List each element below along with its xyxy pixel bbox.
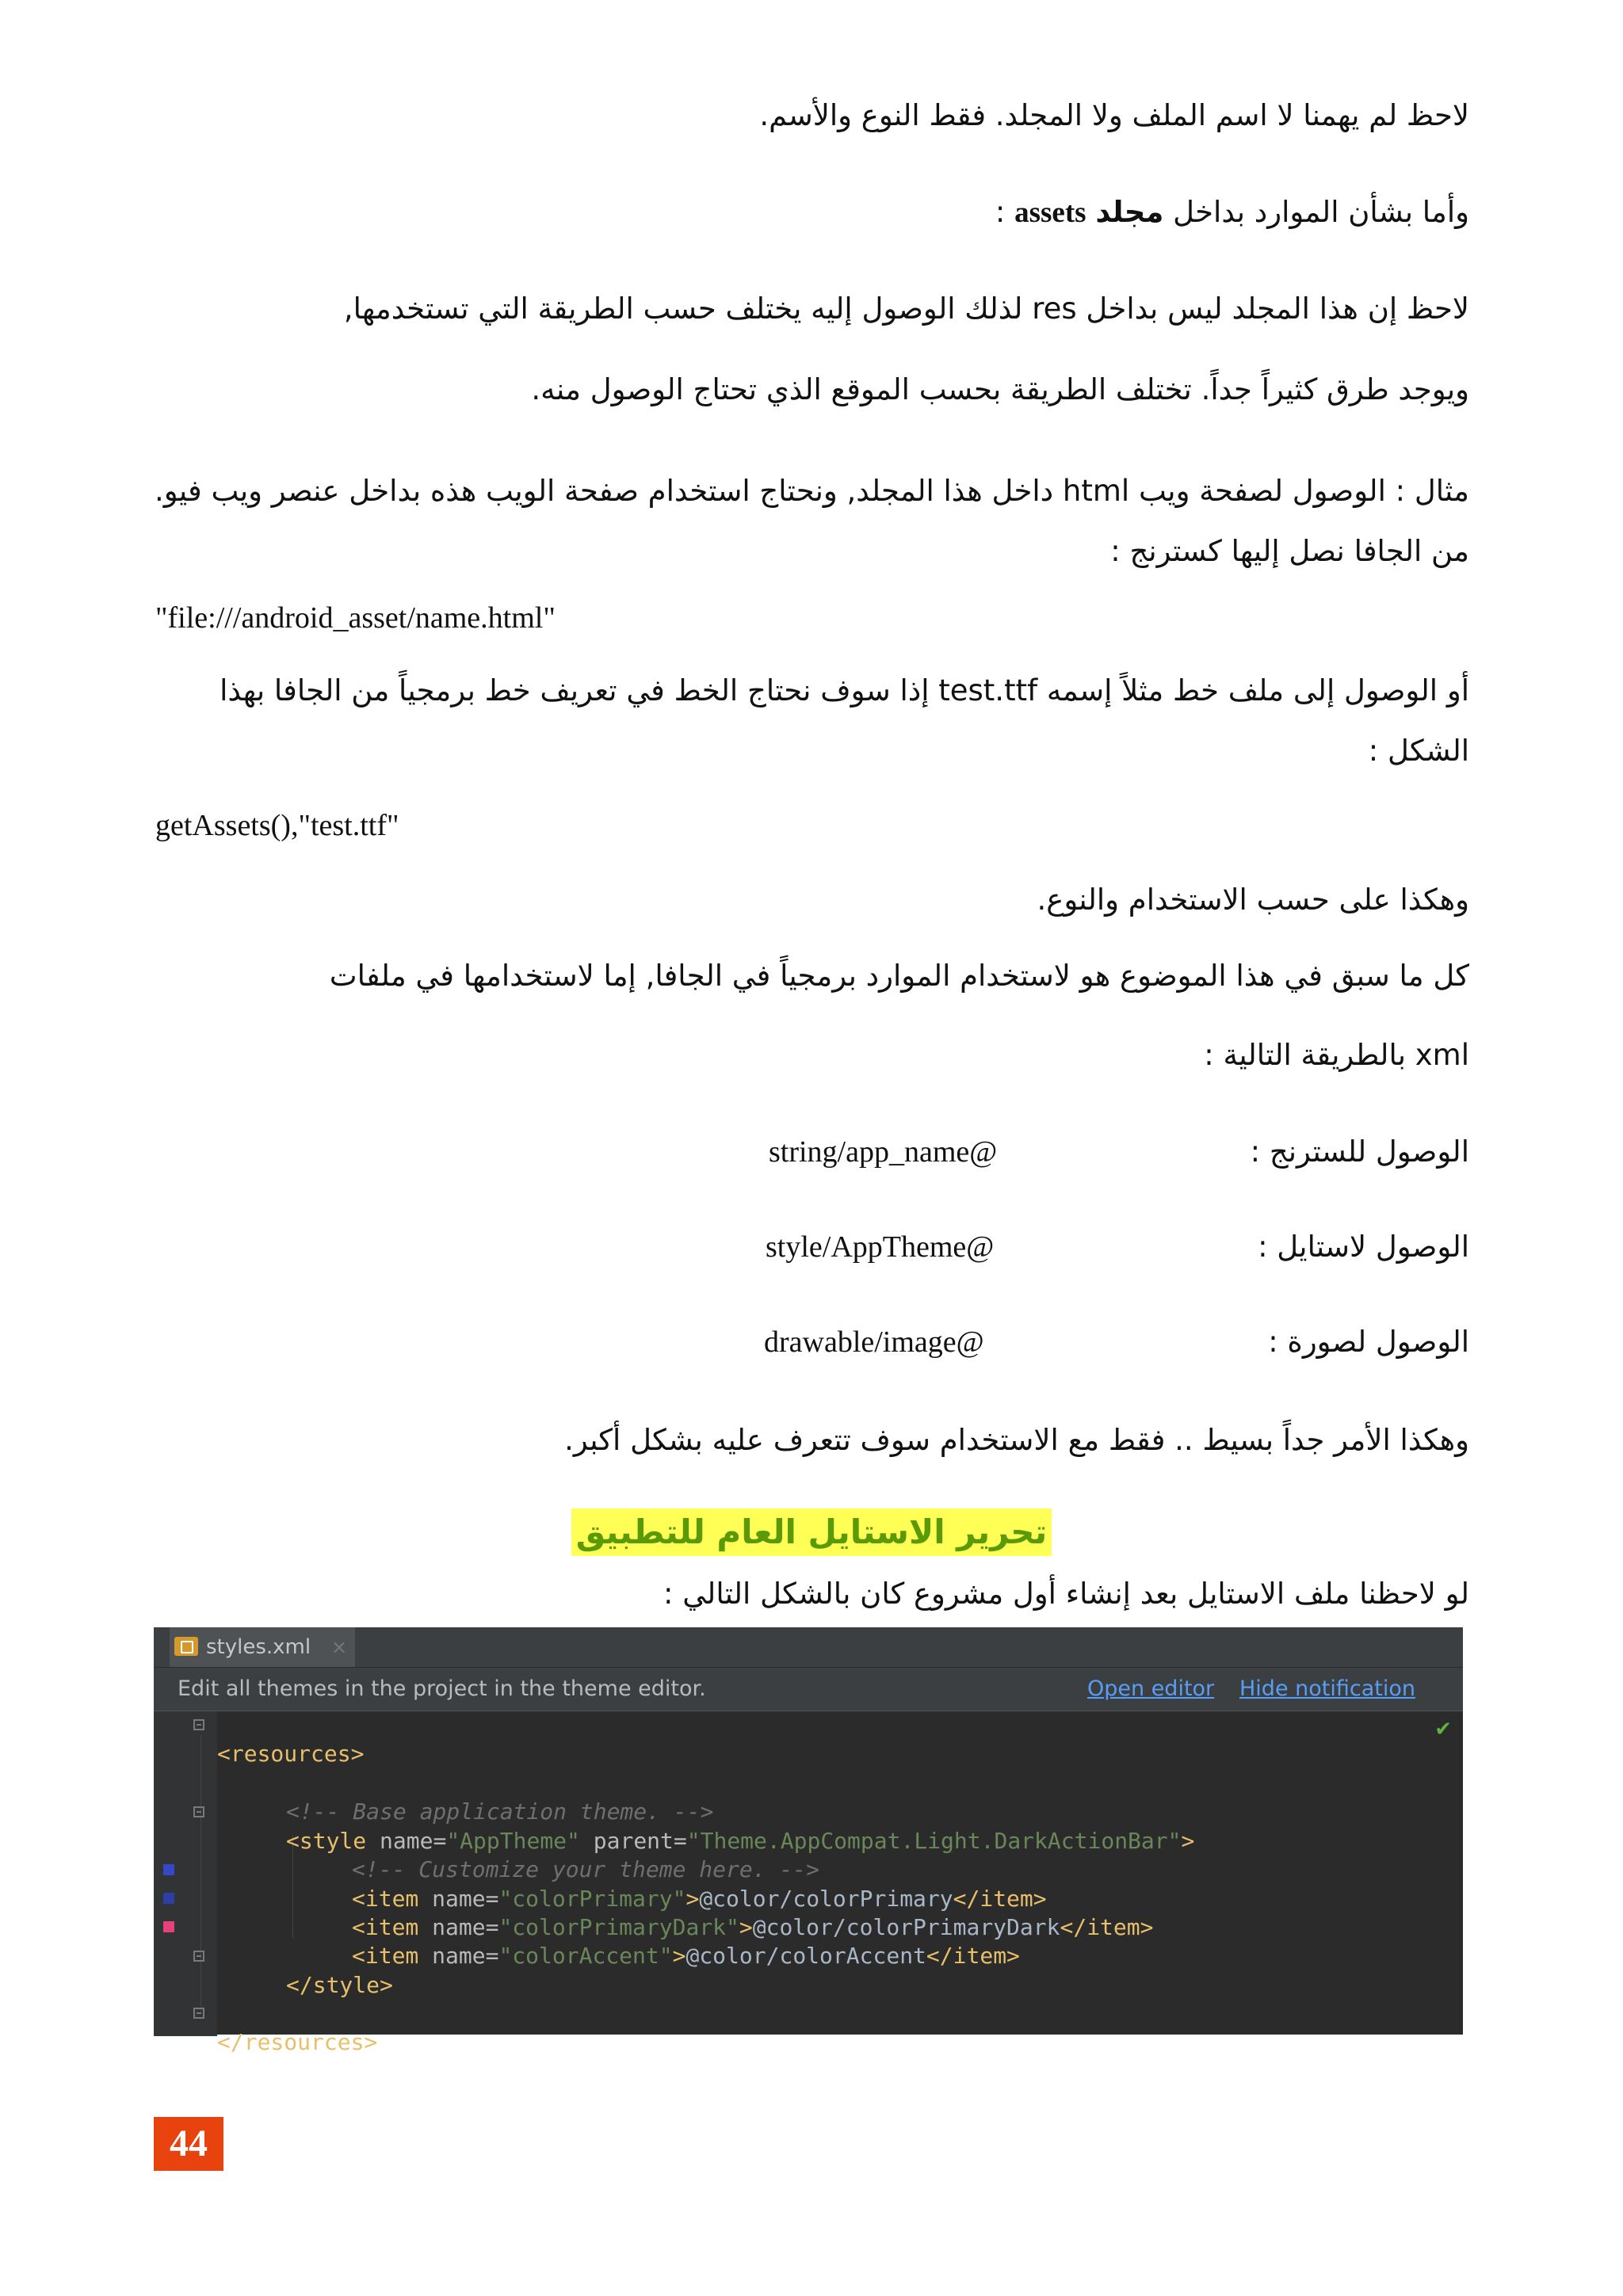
reference-label: الوصول للسترنج : [1250,1135,1469,1169]
paragraph-2-colon: : [995,195,1006,229]
reference-row [154,1225,1469,1269]
paragraph-11: لو لاحظنا ملف الاستايل بعد إنشاء أول مشروع كان بالشكل التالي : [663,1577,1469,1611]
paragraph-2-assets: assets [1014,196,1086,229]
tab-label: styles.xml [206,1635,311,1659]
paragraph-3: لاحظ إن هذا المجلد ليس بداخل res لذلك الوصول إليه يختلف حسب الطريقة التي تستخدمها, [343,292,1469,326]
code-line: </resources> [217,2029,378,2055]
reference-row [154,1130,1469,1174]
paragraph-6: أو الوصول إلى ملف خط مثلاً إسمه test.ttf إذا سوف نحتاج الخط في تعريف خط برمجياً من الجافا بهذا الشكل : [220,673,1469,768]
code-line: <item name="colorAccent">@color/colorAccent</item> [352,1943,1020,1969]
paragraph-7: وهكذا على حسب الاستخدام والنوع. [1037,883,1469,917]
section-heading-wrap [0,1508,1623,1556]
code-get-assets: getAssets(),"test.ttf" [155,809,399,842]
reference-label: الوصول لصورة : [1268,1325,1469,1359]
code-line: <resources> [217,1741,365,1767]
close-icon[interactable]: × [331,1636,348,1658]
paragraph-10: وهكذا الأمر جداً بسيط .. فقط مع الاستخدام سوف تتعرف عليه بشكل أكبر. [564,1423,1469,1457]
section-heading: تحرير الاستايل العام للتطبيق [571,1508,1052,1556]
paragraph-2-text: وأما بشأن الموارد بداخل [1173,195,1469,229]
theme-notification [154,1668,1463,1711]
check-icon: ✔ [1434,1718,1452,1741]
notification-message: Edit all themes in the project in the theme editor. [178,1676,706,1701]
reference-row [154,1320,1469,1364]
paragraph-1: لاحظ لم يهمنا لا اسم الملف ولا المجلد. فقط النوع والأسم. [759,98,1469,132]
code-line: <item name="colorPrimaryDark">@color/colorPrimaryDark</item> [352,1914,1154,1940]
hide-notification-link[interactable]: Hide notification [1239,1676,1415,1701]
paragraph-2-bold: مجلد [1095,195,1164,229]
code-line: </style> [286,1972,393,1998]
code-editor[interactable] [154,1711,1463,2055]
reference-value: style/AppTheme@ [766,1230,995,1264]
paragraph-5: مثال : الوصول لصفحة ويب html داخل هذا المجلد, ونحتاج استخدام صفحة الويب هذه بداخل عنصر ويب فيو. من الجافا نصل إليها كسترنج : [155,474,1469,568]
open-editor-link[interactable]: Open editor [1087,1676,1215,1701]
code-line: <style name="AppTheme" parent="Theme.AppCompat.Light.DarkActionBar"> [286,1828,1195,1854]
code-line: <!-- Base application theme. --> [286,1798,714,1825]
paragraph-9: xml بالطريقة التالية : [1204,1038,1469,1072]
code-asset-path: "file:///android_asset/name.html" [155,601,556,635]
reference-value: drawable/image@ [764,1325,984,1359]
editor-tab-styles[interactable] [170,1627,355,1667]
code-line: <!-- Customize your theme here. --> [352,1856,820,1882]
xml-file-icon [174,1637,198,1656]
editor-tab-bar [154,1627,1463,1668]
code-line: <item name="colorPrimary">@color/colorPrimary</item> [352,1886,1047,1912]
page-number: 44 [154,2117,223,2171]
reference-label: الوصول لاستايل : [1258,1230,1469,1264]
ide-screenshot [154,1627,1463,2055]
paragraph-2 [154,190,1469,235]
paragraph-4: ويوجد طرق كثيراً جداً. تختلف الطريقة بحسب الموقع الذي تحتاج الوصول منه. [531,372,1469,406]
paragraph-8: كل ما سبق في هذا الموضوع هو لاستخدام الموارد برمجياً في الجافا, إما لاستخدامها في ملفات [329,959,1469,993]
reference-value: string/app_name@ [769,1135,998,1169]
